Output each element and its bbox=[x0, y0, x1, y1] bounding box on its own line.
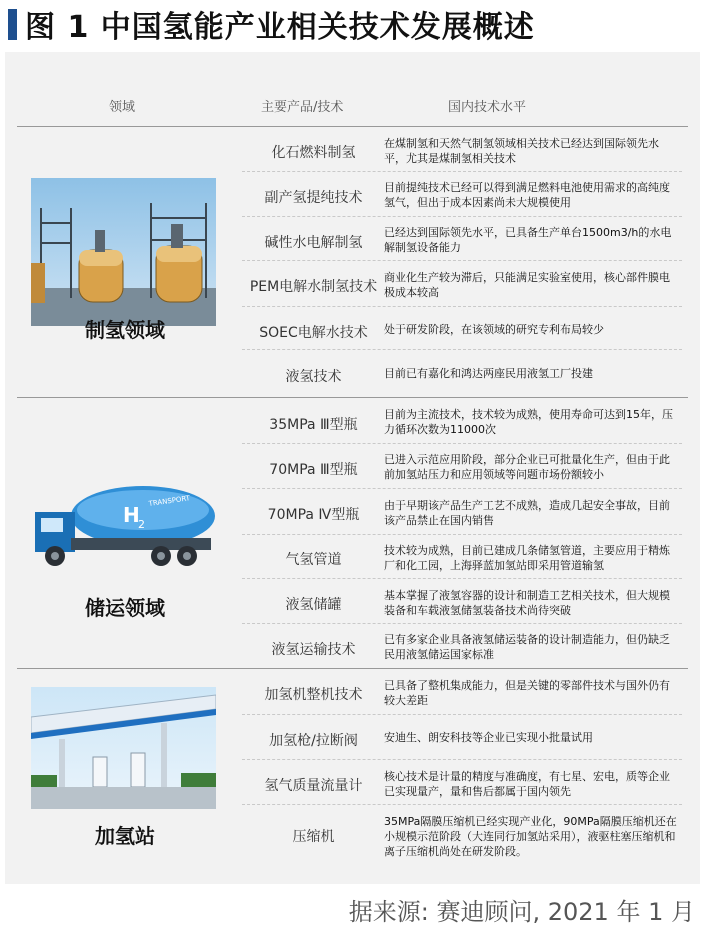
product-cell: 35MPa Ⅲ型瓶 bbox=[269, 417, 358, 433]
level-cell: 已经达到国际领先水平，已具备生产单台1500m3/h的水电解制氢设备能力 bbox=[384, 226, 672, 254]
product-cell: 氢气质量流量计 bbox=[264, 778, 363, 794]
source-note: 据来源: 赛迪顾问, 2021 年 1 月 bbox=[348, 898, 695, 926]
section-divider bbox=[17, 668, 688, 669]
header-level: 国内技术水平 bbox=[448, 100, 527, 115]
level-cell: 已具备了整机集成能力，但是关键的零部件技术与国外仍有较大差距 bbox=[384, 679, 670, 707]
level-cell: 处于研发阶段，在该领域的研究专利布局较少 bbox=[384, 323, 604, 336]
product-cell: SOEC电解水技术 bbox=[259, 325, 368, 341]
product-cell: 70MPa Ⅲ型瓶 bbox=[269, 462, 358, 478]
row-divider bbox=[242, 714, 682, 715]
hydrogen-tanks-photo bbox=[31, 178, 216, 326]
level-cell: 在煤制氢和天然气制氢领域相关技术已经达到国际领先水平，尤其是煤制氢相关技术 bbox=[384, 137, 659, 165]
row-divider bbox=[242, 578, 682, 579]
row-divider bbox=[242, 759, 682, 760]
row-divider bbox=[242, 349, 682, 350]
row-divider bbox=[242, 171, 682, 172]
figure-title-bar bbox=[8, 6, 698, 45]
row-divider bbox=[242, 443, 682, 444]
domain-label-storage: 储运领域 bbox=[85, 596, 165, 620]
hydrogen-station-photo bbox=[31, 687, 216, 809]
level-cell: 已有多家企业具备液氢储运装备的设计制造能力，但仍缺乏民用液氢储运国家标准 bbox=[384, 633, 670, 661]
tech-overview-table bbox=[5, 52, 700, 884]
figure-title: 图 1 中国氢能产业相关技术发展概述 bbox=[25, 10, 535, 45]
header-domain: 领域 bbox=[109, 100, 136, 115]
truck-h2-subscript: 2 bbox=[138, 518, 145, 531]
product-cell: PEM电解水制氢技术 bbox=[249, 279, 378, 295]
product-cell: 液氢储罐 bbox=[285, 597, 342, 613]
level-cell: 目前已有嘉化和鸿达两座民用液氢工厂投建 bbox=[384, 367, 593, 380]
row-divider bbox=[242, 306, 682, 307]
level-cell: 35MPa隔膜压缩机已经实现产业化，90MPa隔膜压缩机还在小规模示范阶段（大连同行加氢站采用），液驱柱塞压缩机和离子压缩机尚处在研发阶段。 bbox=[384, 815, 677, 858]
title-accent-bar bbox=[8, 9, 17, 40]
domain-label-station: 加氢站 bbox=[95, 824, 155, 848]
product-cell: 加氢机整机技术 bbox=[264, 687, 363, 703]
product-cell: 液氢运输技术 bbox=[271, 642, 356, 658]
product-cell: 压缩机 bbox=[292, 829, 335, 845]
row-divider bbox=[242, 534, 682, 535]
level-cell: 由于早期该产品生产工艺不成熟，造成几起安全事故，目前该产品禁止在国内销售 bbox=[384, 499, 670, 527]
level-cell: 目前提纯技术已经可以得到满足燃料电池使用需求的高纯度氢气，但出于成本因素尚未大规模使用 bbox=[384, 181, 670, 209]
product-cell: 化石燃料制氢 bbox=[271, 145, 356, 161]
level-cell: 安迪生、朗安科技等企业已实现小批量试用 bbox=[384, 731, 593, 744]
product-cell: 副产氢提纯技术 bbox=[264, 190, 363, 206]
row-divider bbox=[242, 804, 682, 805]
level-cell: 核心技术是计量的精度与准确度，有七星、宏电，质等企业已实现量产，量和售后都属于国内领先 bbox=[384, 770, 670, 798]
header-product: 主要产品/技术 bbox=[261, 100, 344, 115]
product-cell: 70MPa Ⅳ型瓶 bbox=[267, 507, 360, 523]
level-cell: 技术较为成熟，目前已建成几条储氢管道，主要应用于精炼厂和化工园，上海驿蓝加氢站即采用管道输氢 bbox=[384, 544, 670, 572]
truck-h2-label: H bbox=[123, 503, 140, 527]
row-divider bbox=[242, 216, 682, 217]
product-cell: 气氢管道 bbox=[285, 552, 342, 568]
level-cell: 基本掌握了液氢容器的设计和制造工艺相关技术，但大规模装备和车载液氢储氢装备技术尚待突破 bbox=[384, 589, 670, 617]
level-cell: 目前为主流技术，技术较为成熟，使用寿命可达到15年，压力循环次数为11000次 bbox=[384, 408, 673, 436]
level-cell: 已进入示范应用阶段，部分企业已可批量化生产，但由于此前加氢站压力和应用领域等问题市场份额较小 bbox=[384, 453, 670, 481]
hydrogen-truck-illustration bbox=[31, 452, 216, 578]
product-cell: 碱性水电解制氢 bbox=[264, 235, 363, 251]
row-divider bbox=[242, 260, 682, 261]
header-divider bbox=[17, 126, 688, 127]
product-cell: 加氢枪/拉断阀 bbox=[269, 733, 358, 749]
truck-transport-label: TRANSPORT bbox=[148, 494, 191, 508]
domain-label-production: 制氢领域 bbox=[85, 318, 165, 342]
row-divider bbox=[242, 488, 682, 489]
level-cell: 商业化生产较为滞后，只能满足实验室使用，核心部件膜电极成本较高 bbox=[384, 271, 670, 299]
row-divider bbox=[242, 623, 682, 624]
product-cell: 液氢技术 bbox=[285, 369, 342, 385]
section-divider bbox=[17, 397, 688, 398]
